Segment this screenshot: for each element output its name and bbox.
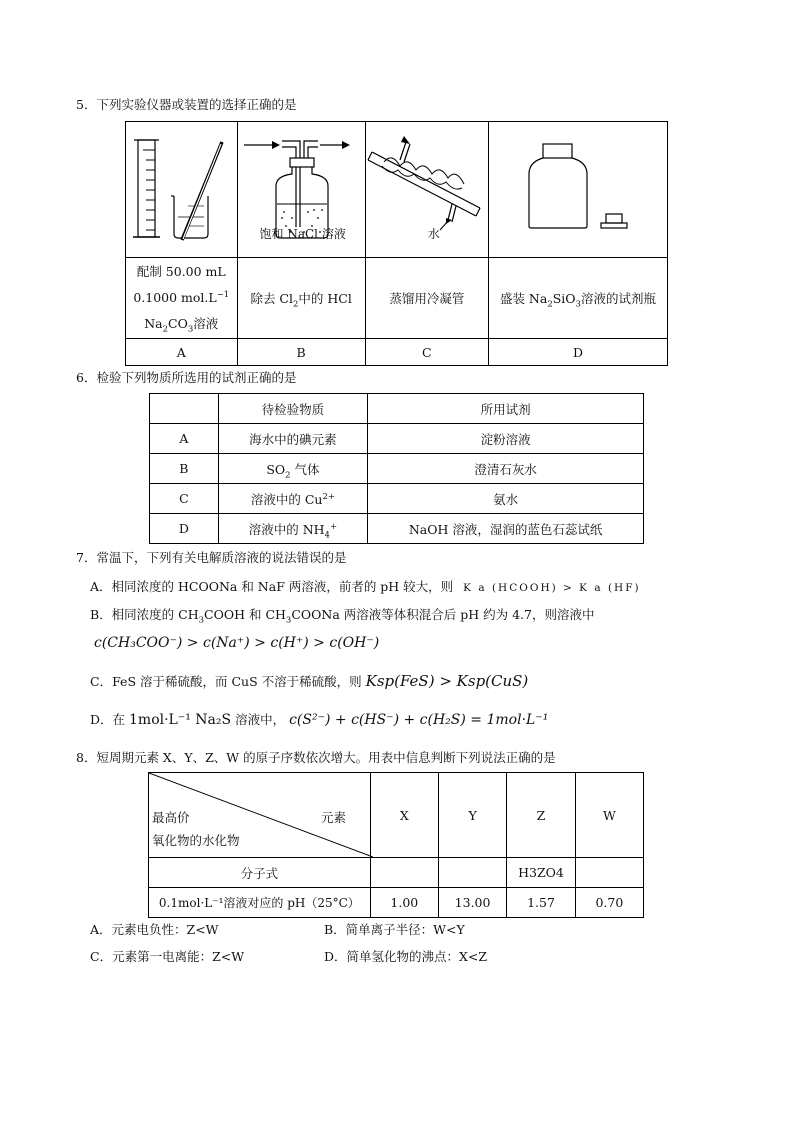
q6-reagent: NaOH 溶液，湿润的蓝色石蕊试纸 — [368, 514, 644, 544]
q8-option-b: B．简单离子半径：W<Y — [324, 922, 465, 937]
q6-substance: 海水中的碘元素 — [218, 424, 367, 454]
q6-option: B — [150, 454, 219, 484]
q6-row-d — [150, 514, 644, 544]
q8-stem: 8．短周期元素 X、Y、Z、W 的原子序数依次增大。用表中信息判断下列说法正确的是 — [76, 750, 556, 765]
q8-cell: 1.00 — [370, 888, 438, 918]
q6-substance: $SO_2$ 气体 — [218, 454, 367, 484]
q8-option-d: D．简单氢化物的沸点：X<Z — [324, 949, 488, 964]
q6-table — [149, 393, 644, 544]
q7-option-a-math: K a (HCOOH) > K a (HF) — [463, 582, 641, 594]
q7-option-b: B．相同浓度的 $CH_3COOH$ 和 $CH_3COONa$ 两溶液等体积混合后 pH 约为 4.7，则溶液中 — [90, 607, 595, 626]
q5-desc-a: 配制 50.00 mL 0.1000 $mol.L^{-1}$ $Na_2CO_3$溶液 — [126, 258, 238, 339]
q6-reagent: 澄清石灰水 — [368, 454, 644, 484]
q8-cell — [575, 858, 643, 888]
q7-stem: 7．常温下，下列有关电解质溶液的说法错误的是 — [76, 550, 347, 565]
q8-element-z: Z — [507, 773, 576, 858]
q8-element-x: X — [370, 773, 438, 858]
q8-row-label: 0.1mol·L⁻¹溶液对应的 pH（25°C） — [149, 888, 371, 918]
q6-row-b — [150, 454, 644, 484]
q5-label-c: C — [365, 339, 488, 366]
q8-option-c: C．元素第一电离能：Z<W — [90, 949, 245, 964]
q7-option-c: C．FeS 溶于稀硫酸，而 CuS 不溶于稀硫酸，则 Ksp(FeS) > Ksp(CuS) — [90, 672, 529, 690]
q6-option: D — [150, 514, 219, 544]
q6-row-a — [150, 424, 644, 454]
q6-substance: 溶液中的 $Cu^{2+}$ — [218, 484, 367, 514]
q5-caption-b: 饱和 NaCl 溶液 — [259, 227, 346, 241]
q7-option-d-conc: 1mol·L⁻¹ Na₂S — [129, 712, 232, 728]
q7-option-d: D．在 1mol·L⁻¹ Na₂S 溶液中， c(S²⁻) + c(HS⁻) + c(H₂S) = 1mol·L⁻¹ — [90, 712, 549, 728]
q5-desc-d: 盛装 $Na_2SiO_3$溶液的试剂瓶 — [488, 258, 667, 339]
q8-cell: 1.57 — [507, 888, 576, 918]
reagent-bottle-with-stopper-icon — [489, 122, 668, 257]
q6-reagent: 氨水 — [368, 484, 644, 514]
q8-row-label: 分子式 — [149, 858, 371, 888]
q8-corner-bottom: 氧化物的水化物 — [152, 833, 240, 848]
q8-corner-top: 最高价 — [152, 810, 190, 825]
q8-table — [148, 772, 644, 918]
q8-cell — [370, 858, 438, 888]
q5-desc-c: 蒸馏用冷凝管 — [365, 258, 488, 339]
q5-stem: 5．下列实验仪器或装置的选择正确的是 — [76, 97, 297, 112]
q8-row-ph — [149, 888, 644, 918]
q5-caption-c: 水 — [427, 227, 440, 241]
q5-table — [125, 121, 668, 366]
q8-cell: 0.70 — [575, 888, 643, 918]
q6-header-blank — [150, 394, 219, 424]
q6-option: C — [150, 484, 219, 514]
q8-cell: 13.00 — [438, 888, 506, 918]
q5-image-b — [237, 122, 365, 258]
q5-desc-b: 除去 $Cl_2$中的 HCl — [237, 258, 365, 339]
q7-option-d-math: c(S²⁻) + c(HS⁻) + c(H₂S) = 1mol·L⁻¹ — [289, 712, 549, 728]
q7-option-c-math: Ksp(FeS) > Ksp(CuS) — [365, 672, 529, 690]
q5-label-b: B — [237, 339, 365, 366]
q8-cell: H3ZO4 — [507, 858, 576, 888]
q6-header-reagent: 所用试剂 — [368, 394, 644, 424]
q8-element-y: Y — [438, 773, 506, 858]
q6-option: A — [150, 424, 219, 454]
q8-cell — [438, 858, 506, 888]
q6-stem: 6．检验下列物质所选用的试剂正确的是 — [76, 370, 297, 385]
q7-option-a: A．相同浓度的 HCOONa 和 NaF 两溶液，前者的 pH 较大，则 K a (HCOOH) > K a (HF) — [90, 579, 641, 594]
q5-label-a: A — [126, 339, 238, 366]
q8-option-a: A．元素电负性：Z<W — [90, 922, 219, 937]
q6-header-substance: 待检验物质 — [218, 394, 367, 424]
q8-element-w: W — [575, 773, 643, 858]
q5-image-d — [488, 122, 667, 258]
q6-row-c — [150, 484, 644, 514]
q8-row-formula — [149, 858, 644, 888]
q7-option-b-math: c(CH₃COO⁻) > c(Na⁺) > c(H⁺) > c(OH⁻) — [94, 635, 380, 651]
graduated-cylinder-and-beaker-icon — [126, 122, 237, 257]
q5-image-c — [365, 122, 488, 258]
q8-corner-header — [149, 773, 371, 858]
q5-label-d: D — [488, 339, 667, 366]
q6-substance: 溶液中的 $NH_4^+$ — [218, 514, 367, 544]
q5-image-a — [126, 122, 238, 258]
q8-corner-right: 元素 — [321, 810, 347, 825]
q6-reagent: 淀粉溶液 — [368, 424, 644, 454]
